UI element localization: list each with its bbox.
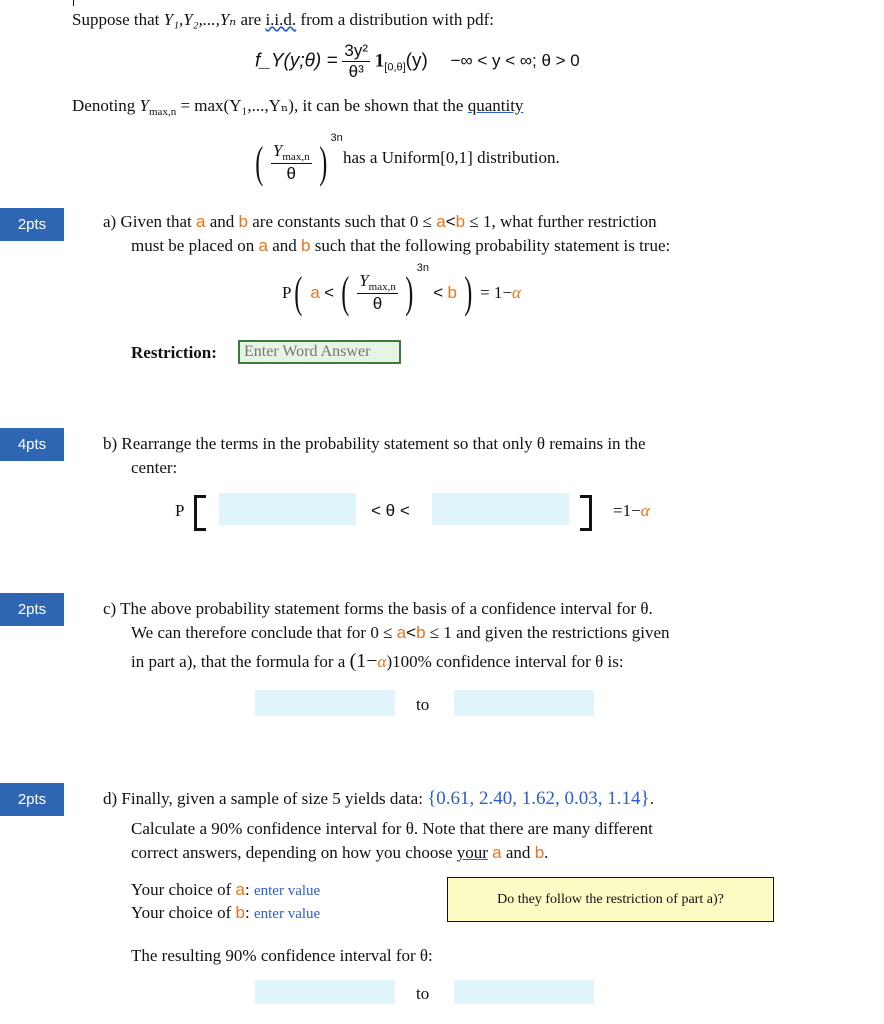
points-badge-b: 4pts [0, 428, 64, 461]
var-b: b [447, 283, 457, 303]
right-paren: ) [464, 268, 473, 318]
choice-b-input[interactable]: enter value [253, 906, 321, 922]
text: . [649, 789, 654, 808]
check-restriction-button[interactable] [447, 877, 774, 922]
var-a: a [492, 843, 502, 862]
intro-text: Suppose that [72, 10, 160, 29]
points-badge-c: 2pts [0, 593, 64, 626]
ymax-subscript: max,n [149, 106, 177, 118]
left-paren: ( [341, 268, 350, 318]
choice-a-row [131, 880, 320, 900]
text: and [209, 212, 235, 231]
ymax-subscript: max,n [282, 150, 310, 163]
theta-denominator: θ [372, 293, 383, 313]
uniform-text: has a Uniform[0,1] distribution. [343, 148, 560, 167]
part-a-line2 [131, 236, 670, 256]
ymax-symbol: Y [359, 270, 369, 290]
part-d-line3 [131, 843, 548, 863]
ci-lower-input[interactable] [255, 690, 395, 716]
var-a: a [310, 283, 320, 303]
text: Your choice of [131, 880, 232, 899]
text: and [272, 236, 297, 255]
points-badge-d: 2pts [0, 783, 64, 816]
to-label: to [416, 695, 430, 714]
part-b-rhs [613, 501, 650, 521]
pdf-denominator: θ³ [348, 61, 364, 81]
sample-data: {0.61, 2.40, 1.62, 0.03, 1.14} [427, 788, 650, 809]
your-word: your [456, 843, 488, 862]
intro-line1 [72, 10, 494, 30]
lower-bound-input[interactable] [219, 493, 356, 525]
intro-text: Denoting [72, 96, 136, 115]
pdf-argument: (y) [405, 50, 428, 72]
less-than: < [433, 283, 444, 303]
text: must be placed on [131, 236, 255, 255]
part-c-line3 [131, 650, 624, 673]
choice-a-input[interactable]: enter value [253, 883, 321, 899]
denoting-line [72, 96, 523, 118]
alpha-symbol: α [640, 501, 650, 520]
intro-text: from a distribution with pdf: [300, 10, 494, 29]
quantity-fraction [271, 142, 312, 184]
ymax-symbol: Y [272, 140, 283, 160]
exponent-3n: 3n [416, 262, 430, 274]
prob-symbol: P [282, 283, 292, 303]
text: < [406, 623, 417, 642]
pdf-numerator: 3y² [344, 41, 369, 60]
right-paren: ) [319, 138, 328, 188]
ymax-subscript: max,n [368, 280, 396, 293]
theta-middle: < θ < [371, 501, 410, 520]
part-b-line2: center: [131, 458, 178, 477]
left-paren: ( [294, 268, 303, 318]
part-b-line1: b) Rearrange the terms in the probability statement so that only θ remains in the [103, 434, 646, 453]
restriction-input[interactable] [238, 340, 401, 364]
upper-bound-input[interactable] [432, 493, 569, 525]
var-a: a [196, 212, 206, 231]
rhs-expression: =1− [613, 501, 641, 520]
points-badge-a: 2pts [0, 208, 64, 241]
text: a) Given that [103, 212, 192, 231]
quantity-fraction [357, 272, 398, 314]
part-a-probability [282, 262, 521, 318]
restriction-label: Restriction: [131, 343, 217, 362]
var-b: b [238, 212, 248, 231]
text: d) Finally, given a sample of size 5 yields data: [103, 789, 423, 808]
part-c-line2 [131, 623, 670, 643]
text: Your choice of [131, 903, 232, 922]
text: : [244, 880, 250, 899]
right-paren: ) [405, 268, 414, 318]
indicator-subscript: [0,θ] [384, 61, 406, 74]
var-a: a [235, 880, 245, 899]
text: are constants such that 0 ≤ [252, 212, 432, 231]
text: )100% confidence interval for θ is: [386, 652, 624, 671]
var-b: b [235, 903, 245, 922]
var-b: b [416, 623, 426, 642]
text: : [244, 903, 250, 922]
cursor-mark [73, 0, 74, 6]
quantity-term: quantity [467, 96, 524, 115]
text: and [505, 843, 531, 862]
ymax-symbol: Y [139, 96, 149, 115]
text: such that the following probability statement is true: [314, 236, 671, 255]
theta-denominator: θ [286, 163, 296, 183]
var-b: b [534, 843, 545, 862]
var-b: b [300, 236, 311, 255]
text: < [445, 212, 456, 231]
var-a: a [436, 212, 446, 231]
var-a: a [396, 623, 407, 642]
max-expression: = max(Y₁,...,Yₙ), it can be shown that the [180, 96, 464, 115]
iid-term: i.i.d. [265, 10, 297, 29]
left-paren: ( [255, 138, 264, 188]
check-button-label: Do they follow the restriction of part a)? [497, 891, 724, 907]
text: ≤ 1, what further restriction [469, 212, 657, 231]
left-bracket [194, 495, 206, 531]
exponent-3n: 3n [330, 132, 343, 144]
part-d-line1 [103, 788, 654, 810]
pdf-lhs: f_Y(y;θ) = [255, 50, 338, 72]
to-label: to [416, 984, 430, 1003]
text: in part a), that the formula for a [131, 652, 346, 671]
text: . [544, 843, 549, 862]
part-a-line1 [103, 212, 657, 232]
choice-b-row [131, 903, 320, 923]
pdf-domain: −∞ < y < ∞; θ > 0 [450, 51, 580, 71]
less-than: < [324, 283, 335, 303]
indicator-symbol: 1 [374, 50, 385, 72]
alpha-symbol: α [512, 283, 521, 303]
intro-text: are [240, 10, 262, 29]
alpha-symbol: α [377, 652, 387, 671]
part-c-line1: c) The above probability statement forms the basis of a confidence interval for θ. [103, 599, 653, 618]
pdf-fraction [342, 42, 370, 82]
prob-symbol: P [175, 501, 185, 520]
text: correct answers, depending on how you choose [131, 843, 453, 862]
part-d-line2: Calculate a 90% confidence interval for θ. Note that there are many different [131, 819, 653, 838]
ci-upper-input[interactable] [454, 690, 594, 716]
rhs-expression: = 1− [480, 283, 513, 303]
text: ≤ 1 and given the restrictions given [429, 623, 670, 642]
var-b: b [455, 212, 466, 231]
right-bracket [580, 495, 592, 531]
result-upper-input[interactable] [454, 980, 594, 1004]
pdf-formula [255, 42, 580, 82]
text: (1− [349, 650, 378, 672]
result-label: The resulting 90% confidence interval for θ: [131, 946, 433, 965]
var-a: a [258, 236, 268, 255]
text: We can therefore conclude that for 0 ≤ [131, 623, 393, 642]
y-sequence: Y₁,Y₂,...,Yₙ [163, 10, 237, 29]
quantity-expression [252, 132, 343, 188]
result-lower-input[interactable] [255, 980, 395, 1004]
